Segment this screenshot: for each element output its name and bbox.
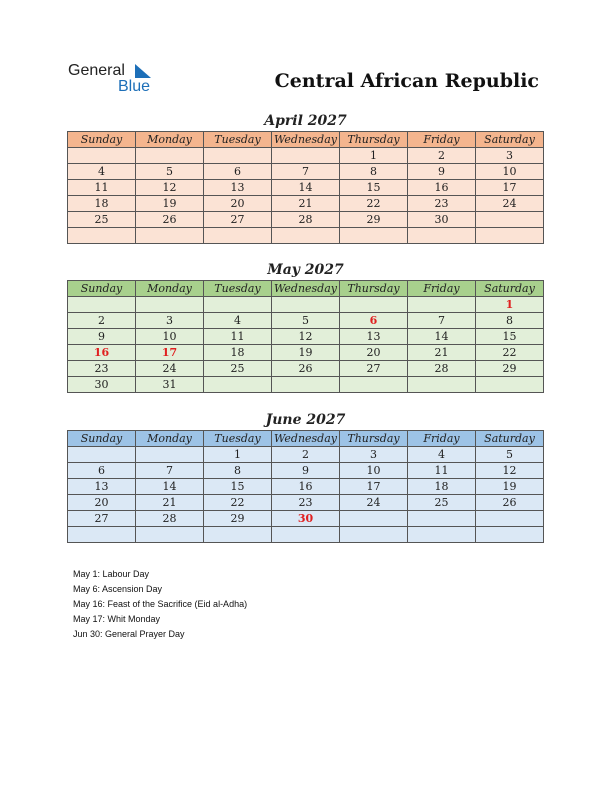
day-cell: 16 [68,345,136,361]
day-cell [272,527,340,543]
day-cell: 19 [136,196,204,212]
generalblue-logo [68,62,168,98]
day-cell: 23 [408,196,476,212]
day-cell: 24 [136,361,204,377]
holiday-item: May 16: Feast of the Sacrifice (Eid al-Adha) [73,599,248,609]
day-cell: 22 [204,495,272,511]
calendar-table [67,280,544,393]
week-row [68,361,544,377]
week-row [68,495,544,511]
day-cell: 19 [476,479,544,495]
weekday-thursday: Thursday [340,431,408,447]
day-cell [408,377,476,393]
day-cell: 14 [272,180,340,196]
logo-word-blue: Blue [118,78,151,95]
weekday-thursday: Thursday [340,281,408,297]
day-cell [340,377,408,393]
day-cell [204,228,272,244]
day-cell: 30 [68,377,136,393]
day-cell: 17 [136,345,204,361]
day-cell: 12 [476,463,544,479]
day-cell [204,527,272,543]
day-cell: 4 [204,313,272,329]
weekday-monday: Monday [136,281,204,297]
day-cell: 20 [204,196,272,212]
day-cell [476,511,544,527]
week-row [68,447,544,463]
day-cell: 2 [272,447,340,463]
weekday-wednesday: Wednesday [272,431,340,447]
day-cell [272,228,340,244]
weekday-thursday: Thursday [340,132,408,148]
day-cell: 4 [408,447,476,463]
calendar-table [67,430,544,543]
weekday-tuesday: Tuesday [204,132,272,148]
day-cell: 28 [408,361,476,377]
day-cell: 26 [136,212,204,228]
day-cell: 28 [272,212,340,228]
day-cell: 1 [340,148,408,164]
day-cell: 9 [408,164,476,180]
month-april [67,111,544,244]
day-cell: 21 [272,196,340,212]
day-cell: 12 [272,329,340,345]
weekday-saturday: Saturday [476,281,544,297]
month-title: June 2027 [265,412,346,428]
day-cell [136,148,204,164]
day-cell: 9 [272,463,340,479]
day-cell: 9 [68,329,136,345]
month-title: April 2027 [264,113,347,129]
day-cell: 7 [408,313,476,329]
calendar-table [67,131,544,244]
day-cell: 25 [204,361,272,377]
day-cell: 23 [272,495,340,511]
week-row [68,329,544,345]
day-cell [272,297,340,313]
day-cell: 20 [68,495,136,511]
day-cell [272,377,340,393]
day-cell [204,377,272,393]
day-cell: 29 [340,212,408,228]
country-title: Central African Republic [274,70,539,92]
day-cell: 27 [204,212,272,228]
day-cell [136,228,204,244]
day-cell [68,447,136,463]
day-cell: 22 [476,345,544,361]
day-cell: 15 [476,329,544,345]
weekday-sunday: Sunday [68,281,136,297]
day-cell: 2 [68,313,136,329]
day-cell: 18 [408,479,476,495]
week-row [68,164,544,180]
day-cell: 21 [136,495,204,511]
week-row [68,511,544,527]
day-cell: 12 [136,180,204,196]
day-cell: 8 [476,313,544,329]
day-cell [408,297,476,313]
day-cell: 5 [136,164,204,180]
day-cell: 11 [204,329,272,345]
day-cell: 24 [340,495,408,511]
weekday-wednesday: Wednesday [272,132,340,148]
day-cell: 5 [476,447,544,463]
day-cell [272,148,340,164]
day-cell: 19 [272,345,340,361]
day-cell [340,511,408,527]
weekday-friday: Friday [408,132,476,148]
day-cell: 11 [408,463,476,479]
day-cell: 14 [408,329,476,345]
day-cell: 13 [68,479,136,495]
day-cell: 7 [272,164,340,180]
day-cell: 18 [68,196,136,212]
day-cell: 24 [476,196,544,212]
day-cell: 13 [204,180,272,196]
weekday-monday: Monday [136,132,204,148]
month-may [67,260,544,393]
week-row [68,377,544,393]
day-cell [408,228,476,244]
day-cell: 6 [204,164,272,180]
day-cell: 16 [272,479,340,495]
day-cell: 27 [340,361,408,377]
day-cell: 29 [204,511,272,527]
holiday-item: May 17: Whit Monday [73,614,161,624]
day-cell: 26 [476,495,544,511]
day-cell: 8 [204,463,272,479]
day-cell [408,511,476,527]
day-cell: 6 [340,313,408,329]
day-cell [340,228,408,244]
weekday-tuesday: Tuesday [204,281,272,297]
day-cell: 25 [408,495,476,511]
day-cell: 15 [204,479,272,495]
weekday-friday: Friday [408,281,476,297]
day-cell: 14 [136,479,204,495]
day-cell [68,297,136,313]
week-row [68,527,544,543]
holiday-list [73,567,247,642]
weekday-saturday: Saturday [476,132,544,148]
week-row [68,212,544,228]
day-cell: 30 [408,212,476,228]
holiday-item: May 1: Labour Day [73,569,150,579]
day-cell [204,297,272,313]
holiday-item: Jun 30: General Prayer Day [73,629,185,639]
month-title: May 2027 [267,262,344,278]
day-cell: 15 [340,180,408,196]
day-cell: 23 [68,361,136,377]
day-cell: 7 [136,463,204,479]
week-row [68,297,544,313]
day-cell: 30 [272,511,340,527]
day-cell: 3 [136,313,204,329]
weekday-sunday: Sunday [68,431,136,447]
week-row [68,180,544,196]
day-cell [476,377,544,393]
logo-word-general: General [68,62,125,79]
day-cell: 31 [136,377,204,393]
week-row [68,479,544,495]
day-cell [68,527,136,543]
day-cell: 20 [340,345,408,361]
day-cell: 8 [340,164,408,180]
day-cell: 17 [476,180,544,196]
day-cell [408,527,476,543]
day-cell [204,148,272,164]
day-cell: 28 [136,511,204,527]
day-cell: 10 [136,329,204,345]
day-cell [476,228,544,244]
week-row [68,463,544,479]
day-cell: 18 [204,345,272,361]
day-cell: 13 [340,329,408,345]
weekday-friday: Friday [408,431,476,447]
holiday-item: May 6: Ascension Day [73,584,163,594]
weekday-saturday: Saturday [476,431,544,447]
weekday-monday: Monday [136,431,204,447]
day-cell: 25 [68,212,136,228]
day-cell: 3 [340,447,408,463]
day-cell: 1 [204,447,272,463]
day-cell [136,527,204,543]
weekday-wednesday: Wednesday [272,281,340,297]
day-cell: 3 [476,148,544,164]
weekday-header-row [68,431,544,447]
day-cell: 27 [68,511,136,527]
week-row [68,228,544,244]
day-cell: 26 [272,361,340,377]
week-row [68,148,544,164]
day-cell [340,527,408,543]
day-cell [476,212,544,228]
logo-triangle-icon [135,64,151,78]
week-row [68,196,544,212]
weekday-header-row [68,281,544,297]
day-cell: 21 [408,345,476,361]
day-cell: 22 [340,196,408,212]
day-cell: 11 [68,180,136,196]
day-cell [136,447,204,463]
day-cell: 17 [340,479,408,495]
day-cell: 29 [476,361,544,377]
day-cell: 10 [340,463,408,479]
day-cell [136,297,204,313]
day-cell [476,527,544,543]
day-cell [340,297,408,313]
day-cell [68,148,136,164]
weekday-sunday: Sunday [68,132,136,148]
day-cell: 5 [272,313,340,329]
weekday-tuesday: Tuesday [204,431,272,447]
month-june [67,410,544,543]
day-cell: 6 [68,463,136,479]
weekday-header-row [68,132,544,148]
day-cell: 4 [68,164,136,180]
day-cell: 1 [476,297,544,313]
day-cell [68,228,136,244]
day-cell: 2 [408,148,476,164]
week-row [68,313,544,329]
day-cell: 10 [476,164,544,180]
day-cell: 16 [408,180,476,196]
week-row [68,345,544,361]
